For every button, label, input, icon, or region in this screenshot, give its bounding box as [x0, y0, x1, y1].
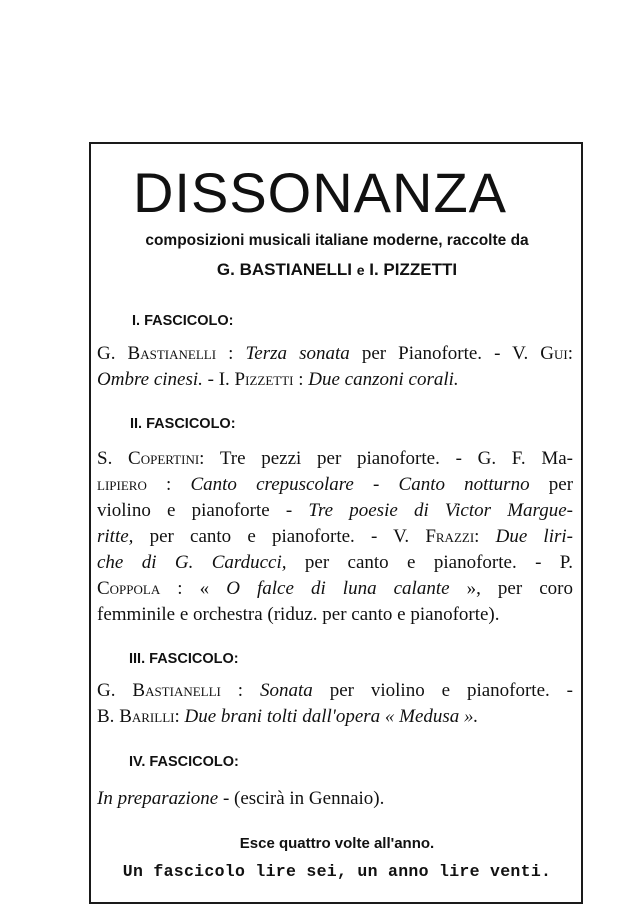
text-line: [97, 498, 573, 524]
fascicolo-2-heading: II. FASCICOLO:: [130, 416, 236, 432]
text-run: S.: [97, 448, 129, 469]
work-title: Tre poesie di Victor Margue-: [308, 500, 573, 521]
text-line: [97, 704, 573, 730]
work-title: O falce di luna calante: [226, 578, 450, 599]
text-run: femminile e orchestra (riduz. per canto e pianoforte).: [97, 604, 500, 625]
text-run: - (escirà in Gennaio).: [218, 788, 385, 809]
composer-name: Bastianelli: [127, 343, 217, 364]
text-run: G.: [97, 680, 133, 701]
text-run: : «: [160, 578, 227, 599]
text-line: [97, 786, 573, 812]
work-title: In preparazione: [97, 788, 219, 809]
work-title: Canto crepuscolare: [190, 474, 354, 495]
frequency-note: Esce quattro volte all'anno.: [239, 835, 435, 852]
fascicolo-3-text: [97, 678, 573, 730]
fascicolo-4-text: [97, 786, 573, 812]
text-line: [97, 602, 573, 628]
work-title: Sonata: [260, 680, 313, 701]
price-note: Un fascicolo lire sei, un anno lire venti.: [122, 862, 552, 881]
text-run: per canto e pianoforte. - V.: [133, 526, 426, 547]
text-run: », per coro: [449, 578, 573, 599]
text-run: : Tre pezzi per pianoforte. - G. F. Ma-: [199, 448, 573, 469]
text-line: [97, 576, 573, 602]
composer-name: lipiero: [97, 474, 147, 495]
text-run: :: [293, 369, 309, 390]
fascicolo-2-text: [97, 446, 573, 628]
text-line: [97, 341, 573, 367]
composer-name: Barilli: [119, 706, 175, 727]
text-line: [97, 524, 573, 550]
work-title: Canto notturno: [398, 474, 530, 495]
text-line: [97, 678, 573, 704]
work-title: ritte,: [97, 526, 134, 547]
text-run: - I.: [202, 369, 235, 390]
composer-name: Gui: [540, 343, 568, 364]
work-title: Terza sonata: [245, 343, 350, 364]
work-title: Due brani tolti dall'opera « Medusa ».: [184, 706, 479, 727]
work-title: che di G. Carducci,: [97, 552, 287, 573]
editors-line: [96, 260, 578, 280]
text-run: :: [474, 526, 496, 547]
page-title: DISSONANZA: [132, 161, 508, 224]
subtitle: composizioni musicali italiane moderne, raccolte da: [145, 232, 529, 249]
text-run: -: [353, 474, 399, 495]
text-line: [97, 367, 573, 393]
text-run: G.: [97, 343, 128, 364]
text-run: per violino e pianoforte. -: [312, 680, 574, 701]
text-line: [97, 472, 573, 498]
fascicolo-1-text: [97, 341, 573, 393]
text-line: [97, 550, 573, 576]
text-run: :: [567, 343, 573, 364]
composer-name: Copertini: [128, 448, 200, 469]
fascicolo-1-heading: I. FASCICOLO:: [132, 313, 234, 329]
work-title: Ombre cinesi.: [97, 369, 203, 390]
text-run: :: [146, 474, 191, 495]
composer-name: Frazzi: [425, 526, 475, 547]
editor-1: G. BASTIANELLI: [216, 260, 352, 279]
text-run: violino e pianoforte -: [97, 500, 309, 521]
composer-name: Coppola: [97, 578, 161, 599]
text-line: [97, 446, 573, 472]
text-run: B.: [97, 706, 120, 727]
text-run: per: [529, 474, 574, 495]
composer-name: Bastianelli: [132, 680, 221, 701]
composer-name: Pizzetti: [234, 369, 294, 390]
text-run: per canto e pianoforte. - P.: [286, 552, 573, 573]
text-run: :: [216, 343, 246, 364]
text-run: per Pianoforte. - V.: [349, 343, 541, 364]
text-run: :: [174, 706, 185, 727]
text-run: :: [220, 680, 260, 701]
fascicolo-3-heading: III. FASCICOLO:: [129, 651, 239, 667]
editor-2: I. PIZZETTI: [369, 260, 458, 279]
fascicolo-4-heading: IV. FASCICOLO:: [129, 754, 239, 770]
work-title: Due liri-: [495, 526, 573, 547]
work-title: Due canzoni corali.: [308, 369, 459, 390]
editors-conjunction: e: [356, 262, 365, 278]
